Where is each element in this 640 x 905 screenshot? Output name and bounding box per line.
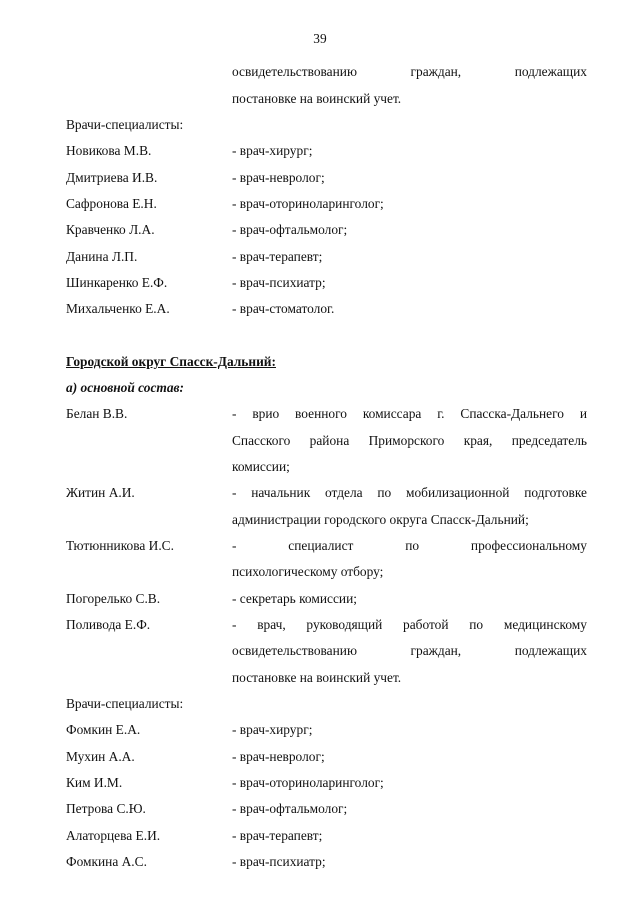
role-word: профессиональному: [470, 538, 587, 553]
page-number: 39: [313, 31, 327, 46]
member-name: Данина Л.П.: [66, 249, 138, 264]
member-role: - врач-оториноларинголог;: [232, 775, 384, 790]
role-word: специалист: [288, 538, 354, 553]
member-role: - врач-терапевт;: [232, 249, 323, 264]
member-name: Дмитриева И.В.: [66, 170, 158, 185]
role-word: граждан,: [410, 643, 462, 658]
member-role: - врач-стоматолог.: [232, 301, 335, 316]
member-name: Тютюнникова И.С.: [66, 538, 174, 553]
member-role-line: - секретарь комиссии;: [232, 591, 357, 606]
member-name: Петрова С.Ю.: [66, 801, 146, 816]
member-name: Сафронова Е.Н.: [66, 196, 157, 211]
member-role: - врач-офтальмолог;: [232, 222, 348, 237]
member-name: Михальченко Е.А.: [66, 301, 170, 316]
member-role: - врач-психиатр;: [232, 275, 326, 290]
specialists-label: Врачи-специалисты:: [66, 696, 184, 711]
member-role-line: постановке на воинский учет.: [232, 670, 402, 685]
member-name: Кравченко Л.А.: [66, 222, 155, 237]
role-word: руководящий: [306, 617, 383, 632]
role-word: отдела: [325, 485, 363, 500]
continuation-line-1: [232, 63, 587, 81]
role-word: мобилизационной: [405, 485, 510, 500]
role-word: -: [232, 617, 237, 632]
member-role: - врач-терапевт;: [232, 828, 323, 843]
member-role-line: комиссии;: [232, 459, 290, 474]
member-name: Поливода Е.Ф.: [66, 617, 151, 632]
member-role: - врач-хирург;: [232, 143, 313, 158]
member-name: Белан В.В.: [66, 406, 128, 421]
role-word: Спасского: [232, 433, 291, 448]
role-word: края,: [463, 433, 493, 448]
member-role: - врач-психиатр;: [232, 854, 326, 869]
section-title: Городской округ Спасск-Дальний:: [66, 354, 276, 369]
role-word: начальник: [251, 485, 311, 500]
continuation-word: освидетельствованию: [232, 64, 357, 79]
continuation-word: граждан,: [410, 64, 462, 79]
member-role-line: администрации городского округа Спасск-Дальний;: [232, 512, 529, 527]
role-word: по: [469, 617, 484, 632]
member-role-line: психологическому отбору;: [232, 564, 384, 579]
member-role: - врач-хирург;: [232, 722, 313, 737]
member-name: Фомкина А.С.: [66, 854, 147, 869]
role-word: подлежащих: [514, 643, 587, 658]
role-word: -: [232, 406, 237, 421]
member-role-line: [232, 537, 587, 555]
member-name: Мухин А.А.: [66, 749, 135, 764]
member-role-line: [232, 484, 587, 502]
role-word: и: [579, 406, 587, 421]
continuation-line-2: постановке на воинский учет.: [232, 91, 402, 106]
role-word: врио: [252, 406, 280, 421]
role-word: работой: [403, 617, 449, 632]
specialists-label: Врачи-специалисты:: [66, 117, 184, 132]
role-word: председатель: [511, 433, 587, 448]
role-word: подготовке: [524, 485, 587, 500]
member-role: - врач-невролог;: [232, 749, 325, 764]
member-name: Фомкин Е.А.: [66, 722, 141, 737]
role-word: комиссара: [362, 406, 422, 421]
member-name: Шинкаренко Е.Ф.: [66, 275, 168, 290]
role-word: военного: [295, 406, 347, 421]
member-role: - врач-невролог;: [232, 170, 325, 185]
role-word: медицинскому: [503, 617, 587, 632]
member-name: Погорелько С.В.: [66, 591, 161, 606]
member-role-line: [232, 432, 587, 450]
member-name: Ким И.М.: [66, 775, 123, 790]
role-word: врач,: [257, 617, 286, 632]
section-subtitle: а) основной состав:: [66, 380, 184, 395]
role-word: -: [232, 485, 237, 500]
role-word: района: [309, 433, 350, 448]
member-name: Житин А.И.: [66, 485, 135, 500]
member-name: Новикова М.В.: [66, 143, 152, 158]
member-role: - врач-оториноларинголог;: [232, 196, 384, 211]
member-role-line: [232, 405, 587, 423]
role-word: освидетельствованию: [232, 643, 357, 658]
role-word: Спасска-Дальнего: [460, 406, 564, 421]
role-word: Приморского: [368, 433, 445, 448]
role-word: -: [232, 538, 237, 553]
member-role-line: [232, 642, 587, 660]
role-word: г.: [437, 406, 445, 421]
member-role: - врач-офтальмолог;: [232, 801, 348, 816]
role-word: по: [377, 485, 392, 500]
role-word: по: [405, 538, 420, 553]
member-role-line: [232, 616, 587, 634]
member-name: Алаторцева Е.И.: [66, 828, 161, 843]
continuation-word: подлежащих: [514, 64, 587, 79]
